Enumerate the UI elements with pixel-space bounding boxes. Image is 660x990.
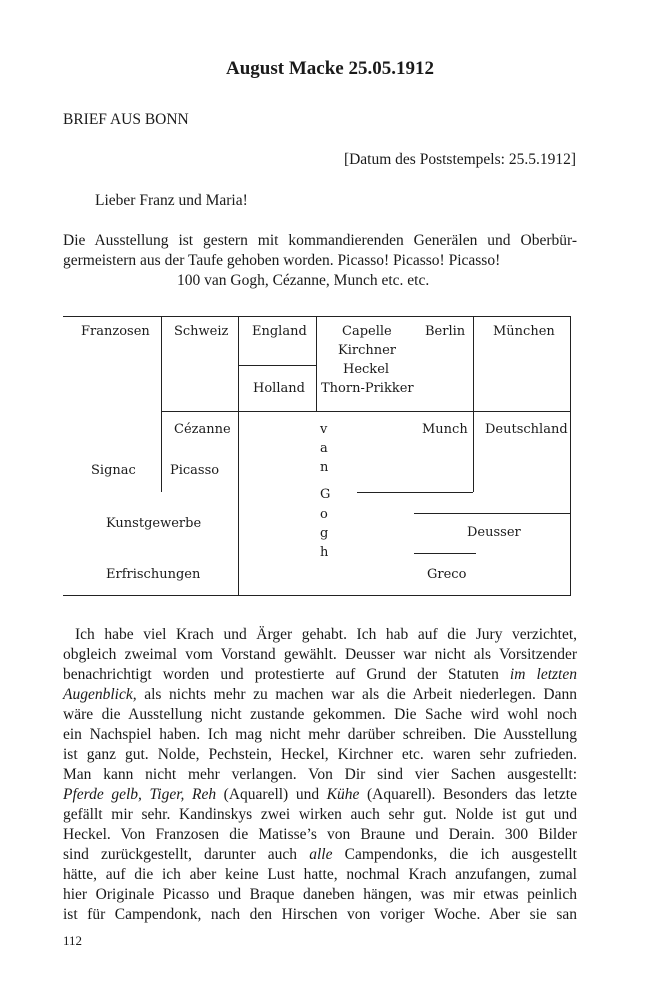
body-line: obgleich zweimal vom Vorstand gewählt. Deusser war nicht als Vorsitzender [63, 646, 577, 663]
plan-right-border [570, 316, 571, 596]
van-gogh-letter: n [320, 460, 329, 475]
body-emphasis: Kühe [326, 786, 360, 803]
room-cezanne: Cézanne [174, 422, 231, 437]
postmark-note: [Datum des Poststempels: 25.5.1912] [343, 151, 576, 168]
intro-line: 100 van Gogh, Cézanne, Munch etc. etc. [177, 272, 430, 289]
body-line: hier Originale Picasso und Braque daneben hängen, was mir etwas peinlich [63, 886, 577, 903]
room-kirchner: Kirchner [338, 343, 397, 358]
body-text: sind zurückgestellt, darunter auch [63, 846, 310, 863]
van-gogh-letter: G [320, 487, 331, 502]
body-line: ein Nachspiel haben. Ich mag nicht mehr darüber schreiben. Die Ausstellung [63, 726, 577, 743]
body-emphasis: Augenblick, [63, 686, 137, 703]
room-muenchen: München [493, 324, 555, 339]
page-title: August Macke 25.05.1912 [226, 58, 434, 79]
section-label: BRIEF AUS BONN [63, 111, 189, 128]
plan-wall [238, 365, 316, 366]
body-text: (Aquarell) und [216, 786, 327, 803]
body-text: (Aquarell). Besonders das letzte [359, 786, 577, 803]
plan-bottom-border [63, 595, 571, 596]
plan-wall [473, 316, 474, 492]
body-emphasis: alle [309, 846, 333, 863]
room-kunstgewerbe: Kunstgewerbe [106, 516, 202, 531]
room-capelle: Capelle [342, 324, 392, 339]
room-picasso: Picasso [170, 463, 220, 478]
body-emphasis: im letzten [509, 666, 577, 683]
room-erfrischungen: Erfrischungen [106, 567, 201, 582]
room-signac: Signac [91, 463, 136, 478]
van-gogh-letter: g [320, 526, 329, 541]
body-line [63, 785, 577, 805]
body-line: Ich habe viel Krach und Ärger gehabt. Ich hab auf die Jury verzichtet, [75, 626, 577, 643]
body-line: wäre die Ausstellung nicht zustande gekommen. Die Sache wird wohl noch [63, 706, 577, 723]
room-schweiz: Schweiz [174, 324, 229, 339]
plan-wall [357, 492, 473, 493]
plan-wall [161, 411, 570, 412]
body-line: gefällt mir sehr. Kandinskys zwei wirken auch sehr gut. Nolde ist gut und [63, 806, 577, 823]
plan-wall [316, 316, 317, 411]
page-number: 112 [63, 933, 83, 948]
plan-wall [161, 316, 162, 492]
room-franzosen: Franzosen [81, 324, 150, 339]
van-gogh-letter: o [320, 507, 328, 522]
van-gogh-letter: h [320, 545, 329, 560]
van-gogh-letter: a [320, 441, 328, 456]
body-line: Man kann nicht mehr verlangen. Von Dir sind vier Sachen ausgestellt: [63, 766, 577, 783]
plan-top-border [63, 316, 571, 317]
salutation: Lieber Franz und Maria! [95, 192, 248, 209]
room-england: England [252, 324, 307, 339]
room-holland: Holland [253, 381, 305, 396]
body-line: Heckel. Von Franzosen die Matisse’s von Braune und Derain. 300 Bilder [63, 826, 577, 843]
body-line [63, 845, 577, 865]
room-berlin: Berlin [425, 324, 466, 339]
body-text: Campendonks, die ich ausgestellt [332, 846, 577, 863]
room-greco: Greco [427, 567, 467, 582]
room-deusser: Deusser [467, 525, 521, 540]
body-line [63, 685, 577, 705]
room-thorn-prikker: Thorn-Prikker [321, 381, 414, 396]
body-emphasis: Pferde gelb, Tiger, Reh [63, 786, 217, 803]
plan-wall [414, 553, 476, 554]
body-line [63, 665, 577, 685]
plan-wall [414, 513, 570, 514]
room-heckel: Heckel [343, 362, 390, 377]
room-munch: Munch [422, 422, 468, 437]
body-line: ist ganz gut. Nolde, Pechstein, Heckel, Kirchner etc. waren sehr zufrieden. [63, 746, 577, 763]
intro-line: Die Ausstellung ist gestern mit kommandierenden Generälen und Oberbür- [63, 232, 577, 249]
van-gogh-letter: v [320, 422, 328, 437]
body-text: als nichts mehr zu machen war als die Arbeit niederlegen. Dann [136, 686, 577, 703]
intro-line: germeistern aus der Taufe gehoben worden. Picasso! Picasso! Picasso! [63, 252, 501, 269]
room-deutschland: Deutschland [485, 422, 568, 437]
plan-wall [238, 316, 239, 595]
body-line: hätte, auf die ich aber keine Lust hatte, nochmal Krach anzufangen, zumal [63, 866, 577, 883]
intro-paragraph [63, 231, 577, 291]
body-line: ist für Campendonk, nach den Hirschen von voriger Woche. Aber sie san [63, 906, 577, 923]
body-text: benachrichtigt worden und protestierte auf Grund der Statuten [63, 666, 510, 683]
body-paragraph [63, 625, 577, 925]
